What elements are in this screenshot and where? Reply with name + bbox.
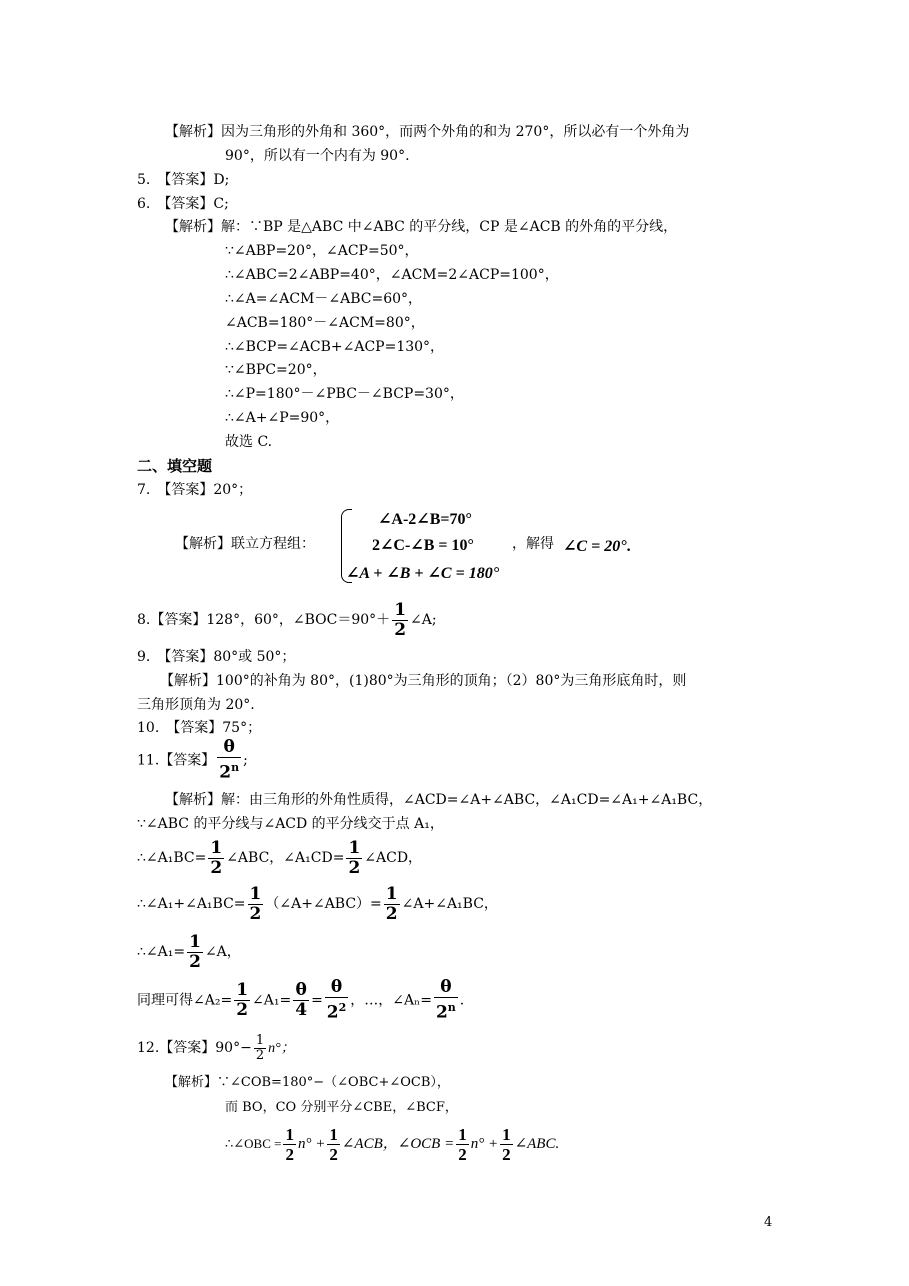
q6-step: ∴∠BCP=∠ACB+∠ACP=130°， (225, 339, 445, 355)
fraction-one-half: $\frac{1}{2}$ (458, 1125, 467, 1165)
q6-step: ∴∠A=∠ACM－∠ABC=60°， (225, 291, 423, 307)
q8-answer (137, 600, 437, 640)
section-heading: 二、填空题 (137, 457, 213, 475)
q8-text: 8.【答案】128°，60°，∠BOC＝90°＋ (137, 612, 391, 628)
q12-step: ∴∠OBC = $\frac{1}{2}$ n° + $\frac{1}{2}$ ∠ACB，∠OCB = $\frac{1}{2}$ n° + $\frac{1}{2}$ ∠ABC. (225, 1125, 560, 1165)
fraction-one-half: $\frac{1}{2}$ (348, 837, 361, 878)
q11-label: 11.【答案】 (137, 752, 216, 769)
fraction-one-half: $\frac{1}{2}$ (394, 599, 407, 640)
fraction-theta-over-2n: $\frac{\theta}{2^n}$ (219, 737, 240, 783)
q10-answer: 10. 【答案】75°； (137, 720, 262, 736)
q7-analysis-label: 【解析】联立方程组： (175, 536, 315, 552)
fraction-one-half: $\frac{1}{2}$ (385, 883, 398, 924)
q7-answer: 7. 【答案】20°； (137, 482, 253, 498)
q11-step: ∵∠ABC 的平分线与∠ACD 的平分线交于点 A₁， (137, 816, 444, 832)
page-number: 4 (764, 1215, 773, 1230)
q6-step: ∴∠A+∠P=90°， (225, 410, 340, 426)
q9-answer: 9. 【答案】80°或 50°； (137, 649, 296, 665)
q6-answer: 6. 【答案】C; (137, 196, 229, 212)
fraction-one-half: $\frac{1}{2}$ (236, 979, 249, 1020)
q11-answer (137, 738, 248, 783)
q11-step: 同理可得∠A₂= $\frac{1}{2}$ ∠A₁= $\frac{\theta}{4}$ = $\frac{\theta}{2^2}$ ，…，∠Aₙ= $\frac{\theta}{2^n}$ . (137, 977, 465, 1023)
fraction-one-half: $\frac{1}{2}$ (189, 931, 201, 972)
fraction-one-half: $\frac{1}{2}$ (329, 1125, 338, 1165)
q11-analysis: 【解析】解：由三角形的外角性质得，∠ACD=∠A+∠ABC，∠A₁CD=∠A₁+∠A₁BC， (165, 792, 713, 808)
q8-text-end: ∠A; (410, 612, 437, 628)
q6-step: ∴∠ABC=2∠ABP=40°，∠ACM=2∠ACP=100°， (225, 267, 559, 283)
equation-row: ∠A + ∠B + ∠C = 180° (346, 565, 500, 582)
q9-analysis-cont: 三角形顶角为 20°. (137, 697, 255, 713)
q4-analysis-line2: 90°，所以有一个内有为 90°. (225, 148, 410, 164)
fraction-one-half: $\frac{1}{2}$ (210, 837, 223, 878)
q6-analysis: 【解析】解：∵BP 是△ABC 中∠ABC 的平分线，CP 是∠ACB 的外角的平分线， (165, 219, 678, 235)
equation-row: 2∠C-∠B = 10° (372, 537, 474, 554)
fraction-one-half: $\frac{1}{2}$ (255, 1032, 265, 1063)
q11-step: ∴∠A₁+∠A₁BC= $\frac{1}{2}$ （∠A+∠ABC）= $\frac{1}{2}$ ∠A+∠A₁BC， (137, 883, 498, 924)
q6-step: ∵∠BPC=20°， (225, 362, 327, 378)
q6-conclusion: 故选 C. (225, 434, 273, 450)
q12-analysis: 【解析】∵∠COB=180°−（∠OBC+∠OCB）， (165, 1075, 450, 1090)
q11-step: ∴∠A₁BC= $\frac{1}{2}$ ∠ABC，∠A₁CD= $\frac{1}{2}$ ∠ACD， (137, 837, 423, 878)
q6-step: ∴∠P=180°－∠PBC－∠BCP=30°， (225, 386, 464, 402)
fraction-theta-over-2-squared: $\frac{\theta}{2^2}$ (326, 977, 347, 1023)
fraction-one-half: $\frac{1}{2}$ (285, 1125, 294, 1165)
q11-semicolon: ; (243, 752, 248, 769)
q11-step: ∴∠A₁= $\frac{1}{2}$ ∠A， (137, 931, 241, 972)
q12-step: 而 BO，CO 分别平分∠CBE，∠BCF， (225, 1100, 458, 1115)
equation-row: ∠A-2∠B=70° (378, 511, 472, 528)
fraction-theta-over-4: $\frac{\theta}{4}$ (295, 979, 308, 1020)
fraction-theta-over-2n: $\frac{\theta}{2^n}$ (435, 977, 456, 1023)
q6-step: ∵∠ABP=20°，∠ACP=50°， (225, 243, 419, 259)
q9-analysis: 【解析】100°的补角为 80°，(1)80°为三角形的顶角；（2）80°为三角形底角时，则 (160, 673, 687, 689)
q7-solve-text: ，解得 (512, 536, 554, 552)
q4-analysis-line1: 【解析】因为三角形的外角和 360°，而两个外角的和为 270°，所以必有一个外角为 (165, 124, 690, 140)
fraction-one-half: $\frac{1}{2}$ (502, 1125, 511, 1165)
q12-answer: 12.【答案】90°− $\frac{1}{2}$ n°； (137, 1032, 295, 1063)
fraction-one-half: $\frac{1}{2}$ (249, 883, 262, 924)
q5-answer: 5. 【答案】D; (137, 172, 230, 188)
q6-step: ∠ACB=180°－∠ACM=80°， (225, 315, 425, 331)
q7-result: ∠C = 20°. (563, 538, 631, 555)
